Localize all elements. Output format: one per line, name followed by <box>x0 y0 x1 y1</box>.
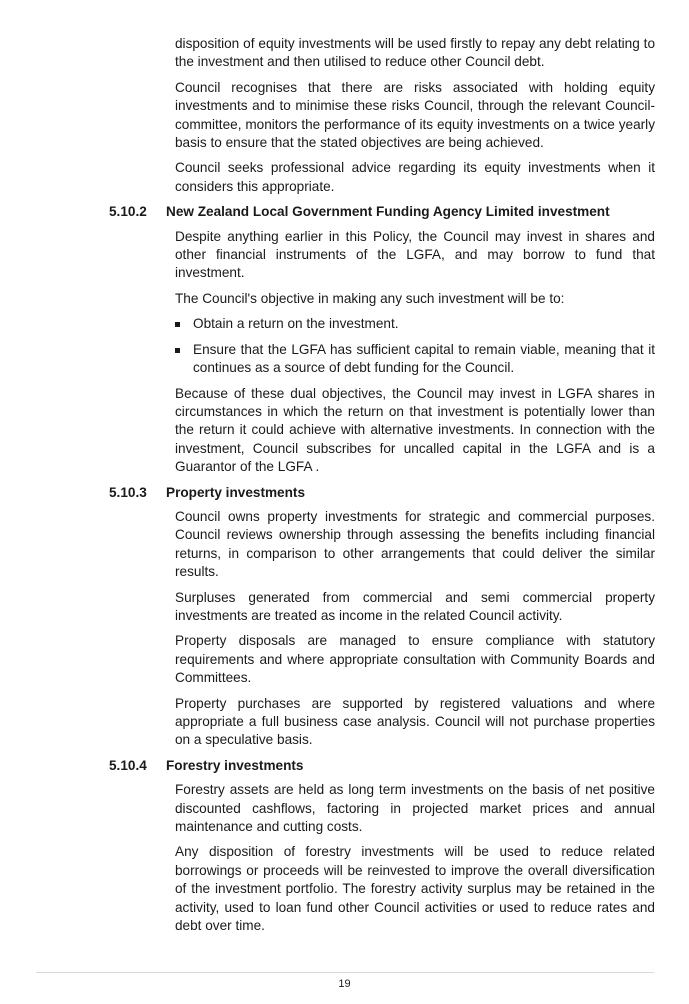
section-title: Forestry investments <box>166 757 304 773</box>
footer-divider <box>36 972 654 973</box>
square-bullet-icon <box>175 348 180 353</box>
paragraph: Despite anything earlier in this Policy, the Council may invest in shares and other financial instruments of the LGFA, and may borrow to fund that investment. <box>175 228 655 281</box>
section-title: New Zealand Local Government Funding Agency Limited investment <box>166 204 610 220</box>
paragraph: Council owns property investments for strategic and commercial purposes. Council reviews ownership through assessing the benefits including financial returns, in comparison to other arrangements that could deliver the similar results. <box>175 508 655 580</box>
square-bullet-icon <box>175 322 180 327</box>
paragraph: The Council's objective in making any such investment will be to: <box>175 290 565 306</box>
paragraph: Council recognises that there are risks associated with holding equity investments and to minimise these risks Council, through the relevant Council-committee, monitors the performance of its equity investments on a twice yearly basis to ensure that the stated objectives are being achieved. <box>175 79 655 151</box>
page-content <box>109 35 655 942</box>
bullet-text: Obtain a return on the investment. <box>193 316 399 332</box>
paragraph: Surpluses generated from commercial and semi commercial property investments are treated as income in the related Council activity. <box>175 589 655 623</box>
section-number: 5.10.4 <box>109 757 147 773</box>
bullet-item <box>175 341 655 378</box>
section-heading <box>109 203 655 221</box>
paragraph: disposition of equity investments will be used firstly to repay any debt relating to the investment and then utilised to reduce other Council debt. <box>175 36 655 70</box>
section-title: Property investments <box>166 484 306 500</box>
paragraph: Forestry assets are held as long term investments on the basis of net positive discounted cashflows, factoring in projected market prices and annual maintenance and cutting costs. <box>175 782 655 835</box>
section-number: 5.10.2 <box>109 204 147 220</box>
bullet-text: Ensure that the LGFA has sufficient capital to remain viable, meaning that it continues as a source of debt funding for the Council. <box>193 341 655 376</box>
section-heading <box>109 484 655 502</box>
bullet-list <box>175 315 655 377</box>
paragraph: Property disposals are managed to ensure compliance with statutory requirements and where appropriate consultation with Community Boards and Committees. <box>175 633 655 686</box>
page-number: 19 <box>338 978 351 990</box>
paragraph: Because of these dual objectives, the Council may invest in LGFA shares in circumstances in which the return on that investment is potentially lower than the return it could achieve with alternative investments. In connection with the investment, Council subscribes for uncalled capital in the LGFA and is a Guarantor of the LGFA . <box>175 385 655 475</box>
bullet-item <box>175 315 655 333</box>
paragraph: Property purchases are supported by registered valuations and where appropriate a full business case analysis. Council will not purchase properties on a speculative basis. <box>175 695 655 748</box>
paragraph: Any disposition of forestry investments will be used to reduce related borrowings or proceeds will be reinvested to improve the overall diversification of the investment portfolio. The forestry activity surplus may be retained in the activity, used to loan fund other Council activities or used to reduce rates and debt over time. <box>175 844 655 934</box>
section-number: 5.10.3 <box>109 484 147 500</box>
paragraph: Council seeks professional advice regarding its equity investments when it considers this appropriate. <box>175 160 655 194</box>
section-heading <box>109 757 655 775</box>
